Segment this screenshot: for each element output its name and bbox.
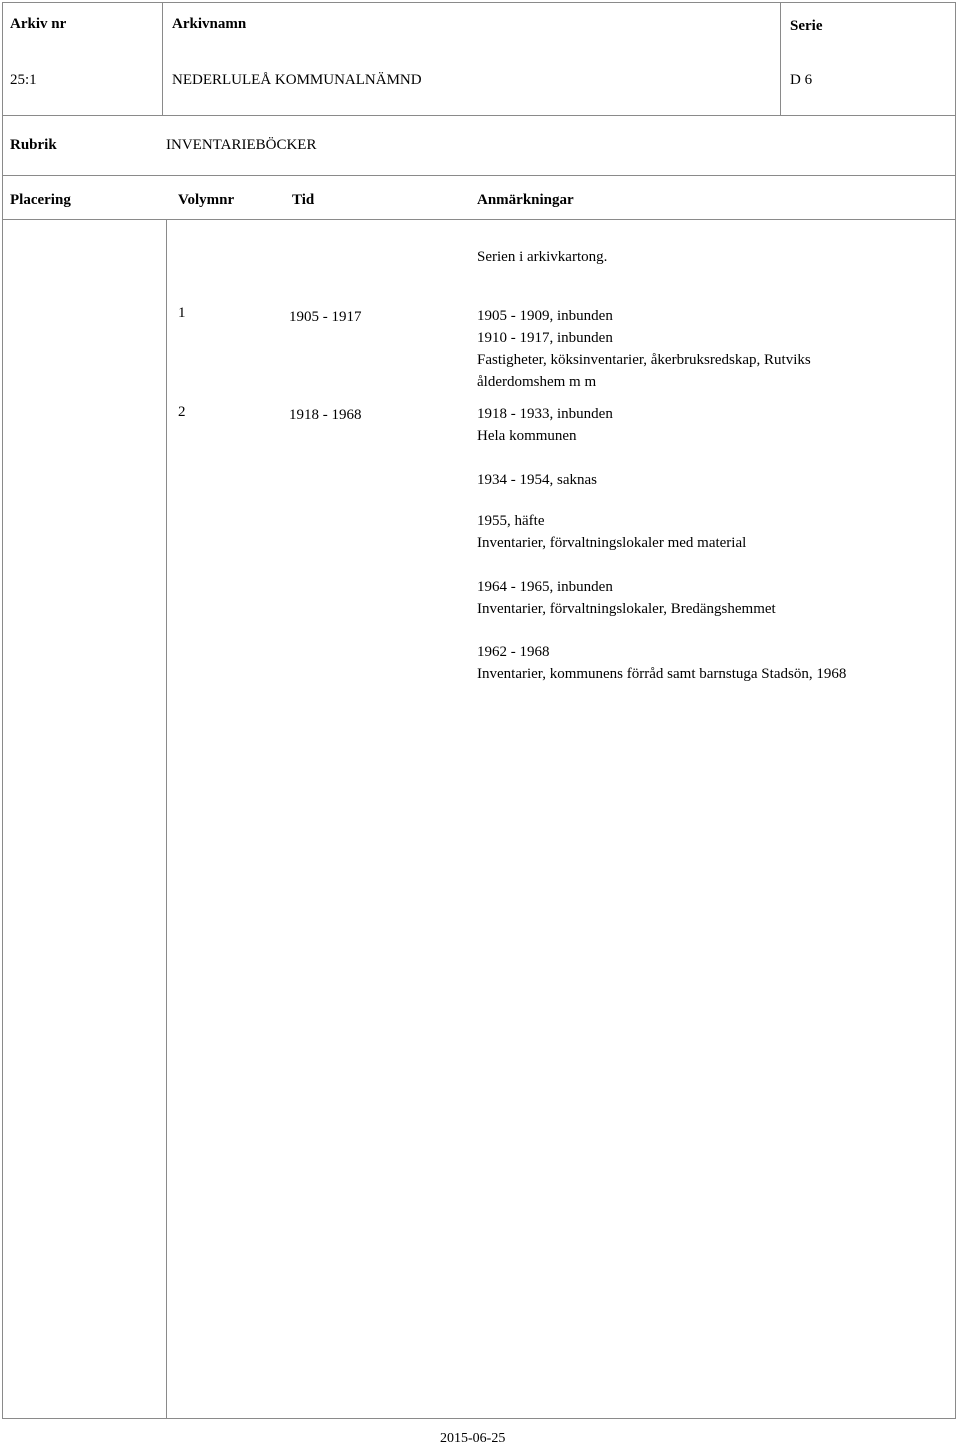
divider-rubrik-horizontal	[2, 175, 956, 176]
arkiv-nr-value: 25:1	[10, 72, 37, 88]
column-header-volymnr: Volymnr	[178, 192, 235, 208]
note-line: 1955, häfte	[477, 513, 545, 529]
arkivnamn-value: NEDERLULEÅ KOMMUNALNÄMND	[172, 72, 422, 88]
volume-1-number: 1	[178, 305, 186, 321]
rubrik-value: INVENTARIEBÖCKER	[166, 137, 317, 153]
note-line: 1962 - 1968	[477, 644, 550, 660]
arkivnamn-label: Arkivnamn	[172, 16, 247, 32]
volume-2-notes-a	[477, 403, 613, 447]
divider-header-vertical-1	[162, 2, 163, 115]
note-line: Fastigheter, köksinventarier, åkerbruksredskap, Rutviks	[477, 352, 811, 368]
rubrik-label: Rubrik	[10, 137, 57, 153]
note-line: ålderdomshem m m	[477, 374, 597, 390]
divider-header-horizontal	[2, 115, 956, 116]
note-line: Hela kommunen	[477, 428, 577, 444]
volume-2-tid: 1918 - 1968	[289, 407, 362, 423]
arkiv-nr-label: Arkiv nr	[10, 16, 67, 32]
series-note: Serien i arkivkartong.	[477, 249, 608, 265]
column-header-anmarkningar: Anmärkningar	[477, 192, 574, 208]
serie-value: D 6	[790, 72, 813, 88]
note-line: 1910 - 1917, inbunden	[477, 330, 613, 346]
volume-2-number: 2	[178, 404, 186, 420]
volume-2-notes-c	[477, 576, 776, 620]
note-line: 1918 - 1933, inbunden	[477, 406, 613, 422]
note-line: 1905 - 1909, inbunden	[477, 308, 613, 324]
divider-placering-vertical	[166, 219, 167, 1419]
divider-header-vertical-2	[780, 2, 781, 115]
note-line: Inventarier, kommunens förråd samt barnstuga Stadsön, 1968	[477, 666, 847, 682]
footer-date: 2015-06-25	[440, 1431, 506, 1446]
note-line: 1934 - 1954, saknas	[477, 472, 597, 488]
column-header-placering: Placering	[10, 192, 71, 208]
volume-2-notes-d	[477, 641, 846, 685]
note-line: 1964 - 1965, inbunden	[477, 579, 613, 595]
volume-2-notes-b	[477, 510, 746, 554]
note-line: Inventarier, förvaltningslokaler, Bredängshemmet	[477, 601, 776, 617]
page-frame	[2, 2, 956, 1419]
column-header-tid: Tid	[292, 192, 315, 208]
divider-columns-horizontal	[2, 219, 956, 220]
volume-1-tid: 1905 - 1917	[289, 309, 362, 325]
volume-1-notes	[477, 305, 811, 393]
note-line: Inventarier, förvaltningslokaler med material	[477, 535, 747, 551]
serie-label: Serie	[790, 18, 823, 34]
